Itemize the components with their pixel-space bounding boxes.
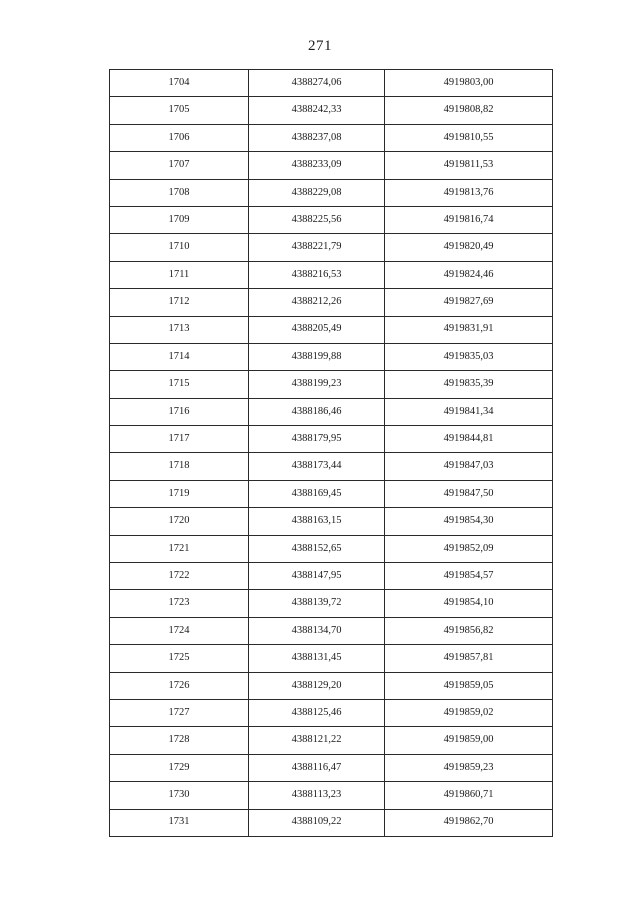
- y-coordinate-cell: 4919857,81: [385, 645, 553, 672]
- table-row: [110, 727, 553, 754]
- point-number-cell: 1725: [110, 645, 249, 672]
- point-number-cell: 1721: [110, 535, 249, 562]
- x-coordinate-cell: 4388139,72: [249, 590, 385, 617]
- page-number: 271: [308, 38, 332, 54]
- point-number-cell: 1722: [110, 563, 249, 590]
- y-coordinate-cell: 4919813,76: [385, 179, 553, 206]
- point-number-cell: 1714: [110, 343, 249, 370]
- point-number-cell: 1711: [110, 261, 249, 288]
- x-coordinate-cell: 4388109,22: [249, 809, 385, 836]
- coordinates-table: [109, 69, 553, 837]
- table-row: [110, 672, 553, 699]
- point-number-cell: 1716: [110, 398, 249, 425]
- y-coordinate-cell: 4919835,39: [385, 371, 553, 398]
- table-row: [110, 398, 553, 425]
- y-coordinate-cell: 4919810,55: [385, 124, 553, 151]
- point-number-cell: 1706: [110, 124, 249, 151]
- table-row: [110, 508, 553, 535]
- table-row: [110, 316, 553, 343]
- table-row: [110, 70, 553, 97]
- point-number-cell: 1717: [110, 426, 249, 453]
- x-coordinate-cell: 4388186,46: [249, 398, 385, 425]
- y-coordinate-cell: 4919847,50: [385, 480, 553, 507]
- point-number-cell: 1712: [110, 289, 249, 316]
- point-number-cell: 1720: [110, 508, 249, 535]
- y-coordinate-cell: 4919859,00: [385, 727, 553, 754]
- table-row: [110, 754, 553, 781]
- x-coordinate-cell: 4388205,49: [249, 316, 385, 343]
- x-coordinate-cell: 4388229,08: [249, 179, 385, 206]
- coordinates-table-body: [110, 70, 553, 837]
- y-coordinate-cell: 4919811,53: [385, 152, 553, 179]
- y-coordinate-cell: 4919831,91: [385, 316, 553, 343]
- point-number-cell: 1730: [110, 782, 249, 809]
- point-number-cell: 1729: [110, 754, 249, 781]
- table-row: [110, 371, 553, 398]
- point-number-cell: 1704: [110, 70, 249, 97]
- point-number-cell: 1731: [110, 809, 249, 836]
- x-coordinate-cell: 4388125,46: [249, 699, 385, 726]
- point-number-cell: 1718: [110, 453, 249, 480]
- x-coordinate-cell: 4388274,06: [249, 70, 385, 97]
- table-row: [110, 617, 553, 644]
- table-row: [110, 535, 553, 562]
- y-coordinate-cell: 4919827,69: [385, 289, 553, 316]
- table-row: [110, 453, 553, 480]
- y-coordinate-cell: 4919824,46: [385, 261, 553, 288]
- y-coordinate-cell: 4919847,03: [385, 453, 553, 480]
- x-coordinate-cell: 4388199,23: [249, 371, 385, 398]
- point-number-cell: 1709: [110, 206, 249, 233]
- point-number-cell: 1710: [110, 234, 249, 261]
- x-coordinate-cell: 4388131,45: [249, 645, 385, 672]
- table-row: [110, 699, 553, 726]
- y-coordinate-cell: 4919835,03: [385, 343, 553, 370]
- table-row: [110, 343, 553, 370]
- x-coordinate-cell: 4388237,08: [249, 124, 385, 151]
- y-coordinate-cell: 4919859,23: [385, 754, 553, 781]
- table-row: [110, 97, 553, 124]
- y-coordinate-cell: 4919844,81: [385, 426, 553, 453]
- x-coordinate-cell: 4388173,44: [249, 453, 385, 480]
- y-coordinate-cell: 4919803,00: [385, 70, 553, 97]
- x-coordinate-cell: 4388242,33: [249, 97, 385, 124]
- x-coordinate-cell: 4388129,20: [249, 672, 385, 699]
- table-row: [110, 234, 553, 261]
- table-row: [110, 590, 553, 617]
- x-coordinate-cell: 4388121,22: [249, 727, 385, 754]
- table-row: [110, 782, 553, 809]
- x-coordinate-cell: 4388225,56: [249, 206, 385, 233]
- y-coordinate-cell: 4919859,02: [385, 699, 553, 726]
- y-coordinate-cell: 4919854,57: [385, 563, 553, 590]
- y-coordinate-cell: 4919841,34: [385, 398, 553, 425]
- table-row: [110, 179, 553, 206]
- y-coordinate-cell: 4919860,71: [385, 782, 553, 809]
- point-number-cell: 1705: [110, 97, 249, 124]
- x-coordinate-cell: 4388221,79: [249, 234, 385, 261]
- point-number-cell: 1707: [110, 152, 249, 179]
- point-number-cell: 1728: [110, 727, 249, 754]
- table-row: [110, 809, 553, 836]
- x-coordinate-cell: 4388179,95: [249, 426, 385, 453]
- point-number-cell: 1724: [110, 617, 249, 644]
- table-row: [110, 261, 553, 288]
- y-coordinate-cell: 4919852,09: [385, 535, 553, 562]
- x-coordinate-cell: 4388233,09: [249, 152, 385, 179]
- x-coordinate-cell: 4388169,45: [249, 480, 385, 507]
- point-number-cell: 1726: [110, 672, 249, 699]
- x-coordinate-cell: 4388134,70: [249, 617, 385, 644]
- x-coordinate-cell: 4388116,47: [249, 754, 385, 781]
- table-row: [110, 124, 553, 151]
- point-number-cell: 1715: [110, 371, 249, 398]
- point-number-cell: 1708: [110, 179, 249, 206]
- table-row: [110, 563, 553, 590]
- y-coordinate-cell: 4919808,82: [385, 97, 553, 124]
- table-row: [110, 480, 553, 507]
- point-number-cell: 1713: [110, 316, 249, 343]
- y-coordinate-cell: 4919856,82: [385, 617, 553, 644]
- x-coordinate-cell: 4388216,53: [249, 261, 385, 288]
- x-coordinate-cell: 4388147,95: [249, 563, 385, 590]
- x-coordinate-cell: 4388113,23: [249, 782, 385, 809]
- x-coordinate-cell: 4388212,26: [249, 289, 385, 316]
- table-row: [110, 152, 553, 179]
- y-coordinate-cell: 4919859,05: [385, 672, 553, 699]
- x-coordinate-cell: 4388152,65: [249, 535, 385, 562]
- y-coordinate-cell: 4919862,70: [385, 809, 553, 836]
- y-coordinate-cell: 4919854,30: [385, 508, 553, 535]
- point-number-cell: 1719: [110, 480, 249, 507]
- table-row: [110, 289, 553, 316]
- y-coordinate-cell: 4919854,10: [385, 590, 553, 617]
- table-row: [110, 426, 553, 453]
- x-coordinate-cell: 4388163,15: [249, 508, 385, 535]
- table-row: [110, 645, 553, 672]
- point-number-cell: 1723: [110, 590, 249, 617]
- x-coordinate-cell: 4388199,88: [249, 343, 385, 370]
- y-coordinate-cell: 4919820,49: [385, 234, 553, 261]
- table-row: [110, 206, 553, 233]
- y-coordinate-cell: 4919816,74: [385, 206, 553, 233]
- point-number-cell: 1727: [110, 699, 249, 726]
